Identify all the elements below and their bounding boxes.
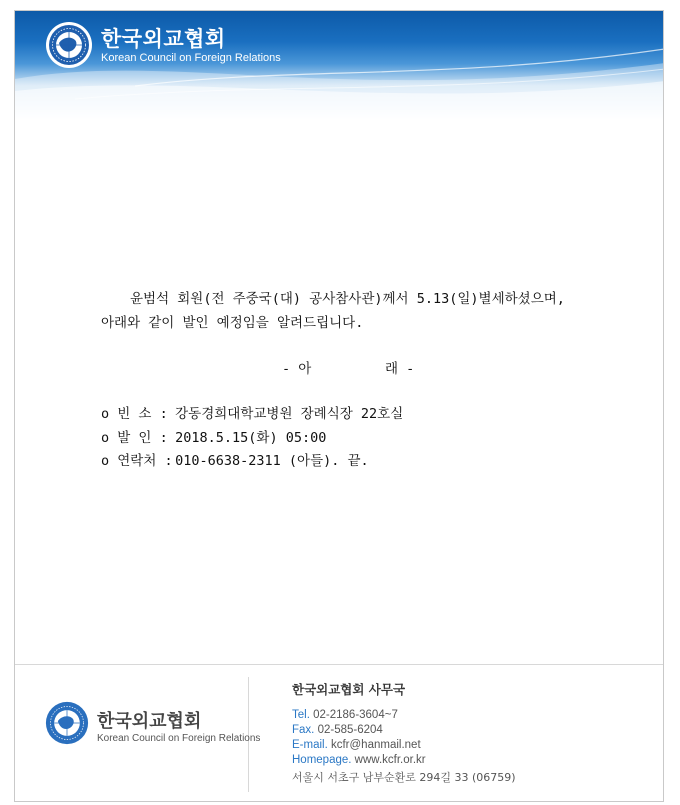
- info-label: o 빈 소 :: [101, 406, 168, 422]
- contact-tel: [292, 709, 398, 721]
- fax-value: 02-585-6204: [317, 724, 383, 736]
- header-banner: [15, 11, 664, 121]
- brand-name-korean: 한국외교협회: [101, 27, 226, 51]
- footer-brand-korean: 한국외교협회: [97, 711, 202, 732]
- info-row-contact: [101, 449, 369, 469]
- tel-label: Tel.: [292, 709, 310, 721]
- address: 서울시 서초구 남부순환로 294길 33 (06759): [292, 771, 516, 784]
- info-row-departure: [101, 426, 326, 446]
- homepage-label: Homepage.: [292, 754, 352, 766]
- brand-name-english: Korean Council on Foreign Relations: [101, 52, 281, 64]
- email-frame: [14, 10, 664, 802]
- section-heading-right: 래 -: [385, 361, 415, 377]
- section-heading-left: - 아: [282, 361, 312, 377]
- footer-brand-english: Korean Council on Foreign Relations: [97, 733, 261, 744]
- contact-email: [292, 739, 421, 751]
- info-value: 010-6638-2311 (아들). 끝.: [175, 453, 369, 469]
- footer-separator: [15, 664, 664, 665]
- notice-paragraph-2: 아래와 같이 발인 예정임을 알려드립니다.: [101, 315, 364, 331]
- email-link[interactable]: kcfr@hanmail.net: [330, 739, 421, 751]
- info-label: o 발 인 :: [101, 430, 168, 446]
- kcfr-emblem-icon: [45, 21, 93, 69]
- contact-fax: [292, 724, 383, 736]
- footer-kcfr-emblem-icon: [45, 701, 89, 745]
- fax-label: Fax.: [292, 724, 315, 736]
- info-label: o 연락처 :: [101, 453, 173, 469]
- info-value: 강동경희대학교병원 장례식장 22호실: [175, 406, 404, 422]
- email-label: E-mail.: [292, 739, 328, 751]
- office-name: 한국외교협회 사무국: [292, 682, 406, 697]
- tel-value: 02-2186-3604~7: [313, 709, 398, 721]
- info-row-funeral-hall: [101, 402, 403, 422]
- info-value: 2018.5.15(화) 05:00: [175, 430, 327, 446]
- contact-homepage: [292, 754, 426, 766]
- notice-paragraph-1: 윤범석 회원(전 주중국(대) 공사참사관)께서 5.13(일)별세하셨으며,: [130, 291, 565, 307]
- homepage-link[interactable]: www.kcfr.or.kr: [354, 754, 426, 766]
